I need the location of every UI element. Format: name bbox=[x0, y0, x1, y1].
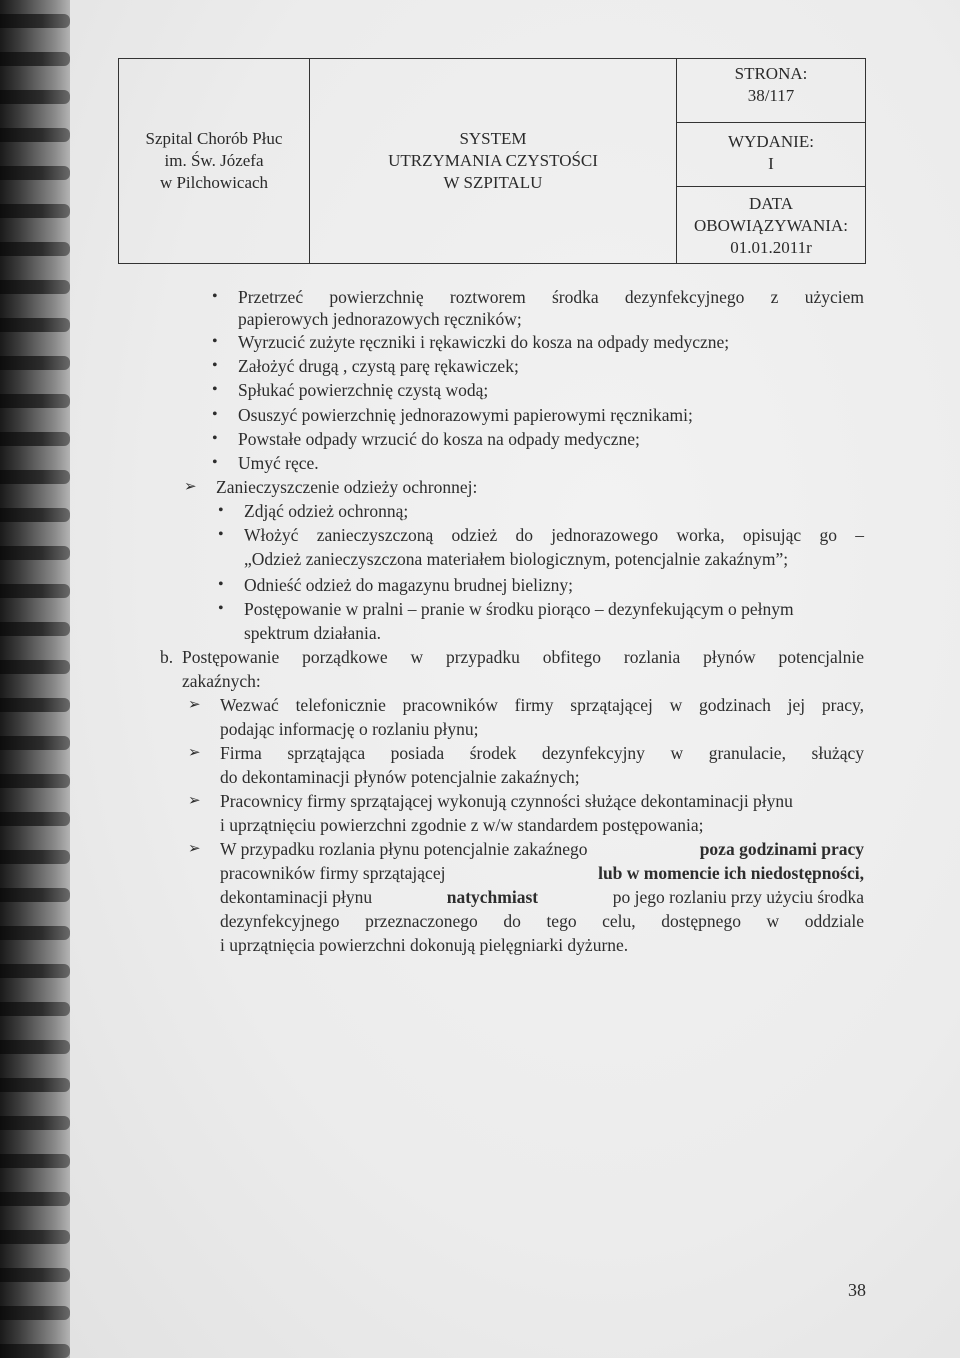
list-item: • Powstałe odpady wrzucić do kosza na odpady medyczne; bbox=[238, 428, 640, 450]
system-title-line-1: SYSTEM bbox=[459, 129, 527, 148]
section-arrow-item bbox=[220, 838, 864, 860]
system-title-line-3: W SZPITALU bbox=[443, 173, 543, 192]
hospital-name-line-1: Szpital Chorób Płuc bbox=[145, 129, 283, 148]
binding-ring bbox=[0, 774, 70, 788]
binding-ring bbox=[0, 470, 70, 484]
binding-ring bbox=[0, 1230, 70, 1244]
page-value: 38/117 bbox=[747, 86, 795, 105]
hospital-name-line-2: im. Św. Józefa bbox=[164, 151, 264, 170]
binding-ring bbox=[0, 736, 70, 750]
section-b-heading-continuation: zakaźnych: bbox=[182, 671, 261, 691]
edition-value: I bbox=[768, 154, 774, 173]
text-fragment: ➢ W przypadku rozlania płynu potencjalnie zakaźnego bbox=[220, 839, 588, 859]
list-item-continuation: „Odzież zanieczyszczona materiałem biologicznym, potencjalnie zakaźnym”; bbox=[244, 549, 789, 569]
binding-ring bbox=[0, 698, 70, 712]
binding-ring bbox=[0, 1268, 70, 1282]
binding-ring bbox=[0, 166, 70, 180]
bold-text-fragment: lub w momencie ich niedostępności, bbox=[598, 863, 864, 883]
list-item: • Założyć drugą , czystą parę rękawiczek; bbox=[238, 355, 519, 377]
list-item-continuation: papierowych jednorazowych ręczników; bbox=[238, 309, 522, 329]
system-title-cell bbox=[310, 59, 677, 264]
binding-ring bbox=[0, 926, 70, 940]
binding-ring bbox=[0, 128, 70, 142]
list-item: • Umyć ręce. bbox=[238, 452, 319, 474]
arrow-item-continuation: podając informację o rozlaniu płynu; bbox=[220, 719, 479, 739]
validity-label-2: OBOWIĄZYWANIA: bbox=[694, 216, 848, 235]
bold-text-fragment: natychmiast bbox=[446, 887, 539, 907]
page-info-box bbox=[677, 59, 865, 123]
binding-ring bbox=[0, 318, 70, 332]
page-number: 38 bbox=[848, 1280, 866, 1300]
arrow-item-continuation: i uprzątnięcia powierzchni dokonują pielęgniarki dyżurne. bbox=[220, 935, 629, 955]
arrow-item-continuation bbox=[220, 862, 864, 884]
section-arrow-item: ➢ Zanieczyszczenie odzieży ochronnej: bbox=[216, 476, 477, 498]
validity-date-box bbox=[677, 187, 865, 263]
document-header-table bbox=[118, 58, 866, 264]
binding-ring bbox=[0, 432, 70, 446]
binding-ring bbox=[0, 356, 70, 370]
binding-ring bbox=[0, 1344, 70, 1358]
binding-ring bbox=[0, 546, 70, 560]
text-fragment: po jego rozlaniu przy użyciu środka bbox=[612, 887, 864, 907]
text-fragment: pracowników firmy sprzątającej bbox=[220, 863, 446, 883]
system-title-line-2: UTRZYMANIA CZYSTOŚCI bbox=[388, 151, 598, 170]
list-item: • Postępowanie w pralni – pranie w środku piorąco – dezynfekującym o pełnym bbox=[244, 598, 794, 620]
binding-ring bbox=[0, 204, 70, 218]
hospital-name-cell bbox=[119, 59, 310, 264]
binding-ring bbox=[0, 242, 70, 256]
binding-ring bbox=[0, 1078, 70, 1092]
binding-ring bbox=[0, 394, 70, 408]
binding-ring bbox=[0, 14, 70, 28]
binding-ring bbox=[0, 1192, 70, 1206]
binding-ring bbox=[0, 584, 70, 598]
section-arrow-item: ➢ Wezwać telefonicznie pracowników firmy sprzątającej w godzinach jej pracy, bbox=[220, 694, 864, 716]
section-arrow-item: ➢ Firma sprzątająca posiada środek dezynfekcyjny w granulacie, służący bbox=[220, 742, 864, 764]
binding-ring bbox=[0, 850, 70, 864]
list-item: • Przetrzeć powierzchnię roztworem środka dezynfekcyjnego z użyciem bbox=[238, 286, 864, 308]
validity-label-1: DATA bbox=[749, 194, 793, 213]
binding-ring bbox=[0, 1040, 70, 1054]
binding-ring bbox=[0, 1154, 70, 1168]
section-marker-b: b. bbox=[160, 647, 174, 667]
binding-ring bbox=[0, 1002, 70, 1016]
section-arrow-item: ➢ Pracownicy firmy sprzątającej wykonują czynności służące dekontaminacji płynu bbox=[220, 790, 793, 812]
list-item: • Odnieść odzież do magazynu brudnej bielizny; bbox=[244, 574, 573, 596]
arrow-item-continuation bbox=[220, 886, 864, 908]
list-item-continuation: spektrum działania. bbox=[244, 623, 382, 643]
arrow-item-continuation: do dekontaminacji płynów potencjalnie zakaźnych; bbox=[220, 767, 580, 787]
section-b-heading: Postępowanie porządkowe w przypadku obfitego rozlania płynów potencjalnie bbox=[182, 647, 864, 667]
list-item: • Osuszyć powierzchnię jednorazowymi papierowymi ręcznikami; bbox=[238, 404, 693, 426]
arrow-item-continuation: dezynfekcyjnego przeznaczonego do tego celu, dostępnego w oddziale bbox=[220, 911, 864, 931]
arrow-item-continuation: i uprzątnięciu powierzchni zgodnie z w/w standardem postępowania; bbox=[220, 815, 704, 835]
text-fragment: dekontaminacji płynu bbox=[220, 887, 373, 907]
list-item: • Zdjąć odzież ochronną; bbox=[244, 500, 408, 522]
binding-ring bbox=[0, 508, 70, 522]
bold-text-fragment: poza godzinami pracy bbox=[699, 839, 864, 859]
binding-ring bbox=[0, 52, 70, 66]
binding-ring bbox=[0, 1306, 70, 1320]
binding-ring bbox=[0, 812, 70, 826]
binding-ring bbox=[0, 1116, 70, 1130]
list-item: • Wyrzucić zużyte ręczniki i rękawiczki do kosza na odpady medyczne; bbox=[238, 331, 729, 353]
binding-ring bbox=[0, 964, 70, 978]
binding-ring bbox=[0, 660, 70, 674]
hospital-name-line-3: w Pilchowicach bbox=[159, 173, 269, 192]
binding-ring bbox=[0, 888, 70, 902]
document-meta-cell bbox=[677, 59, 866, 264]
binding-ring bbox=[0, 280, 70, 294]
page-label: STRONA: bbox=[734, 64, 808, 83]
edition-info-box bbox=[677, 123, 865, 187]
list-item: • Spłukać powierzchnię czystą wodą; bbox=[238, 379, 488, 401]
validity-value: 01.01.2011r bbox=[730, 238, 812, 257]
list-item: • Włożyć zanieczyszczoną odzież do jednorazowego worka, opisując go – bbox=[244, 524, 864, 546]
binding-ring bbox=[0, 622, 70, 636]
binding-ring bbox=[0, 90, 70, 104]
edition-label: WYDANIE: bbox=[728, 132, 814, 151]
